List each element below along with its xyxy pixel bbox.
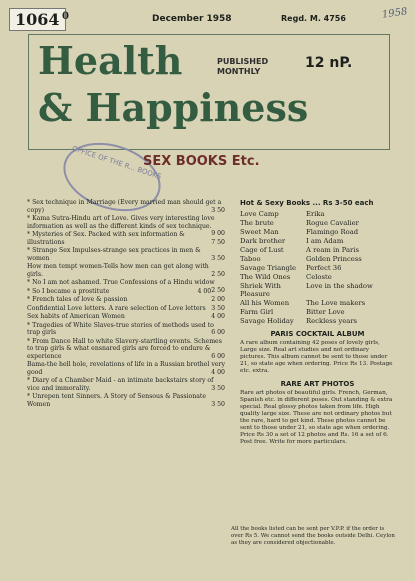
list-item [27, 393, 225, 408]
item-title: Unrepen tent Sinners. A Story of Sensous & Passionate Women [27, 393, 207, 408]
item-price: 4 00 [211, 368, 225, 376]
item-price: 6 00 [211, 352, 225, 360]
item-price: 2 50 [211, 286, 225, 294]
list-item [27, 288, 225, 296]
published: PUBLISHED [217, 57, 269, 66]
paris-cocktail-album-title: PARIS COCKTAIL ALBUM [270, 330, 365, 338]
item-title: Confidential Love letters. A rare selection of Love letters [27, 304, 206, 312]
list-item [27, 247, 225, 262]
item-price: 4 00 [197, 287, 212, 295]
list-item [27, 313, 225, 321]
item-price: 3 50 [211, 384, 225, 392]
list-item [27, 361, 225, 376]
item-title: Bama-the hell hole, revelations of life in a Russian brothel very good [27, 361, 225, 376]
book-title: I am Adam [306, 237, 344, 245]
item-title: Kama Sutra-Hindu art of Love. Gives very interesting love information as well as the different kinds of sex technique. [27, 215, 215, 230]
stamp-text: OFFICE OF THE R... BOOKS [70, 144, 163, 181]
date: December 1958 [152, 14, 232, 24]
paris-cocktail-album-text: A rare album containing 42 poses of lovely girls, Large size. Real art studies and not ordinary pictures. This album cannot be sent to those under 21, so state age when ordering. Price Rs 13. Postage etc. extra. [240, 340, 393, 374]
item-title: From Dance Hall to white Slavery-startling events. Schemes to trap girls & what ensnared girls are forced to endure & experience [27, 337, 222, 360]
item-bullet: * [27, 337, 31, 345]
book-title: Reckless years [306, 317, 358, 325]
item-bullet: * [27, 247, 31, 254]
book-title: Flamingo Road [306, 228, 359, 236]
rare-art-photos-title: RARE ART PHOTOS [280, 380, 355, 388]
magazine-price: 12 nP. [305, 55, 353, 71]
book-title: A ream in Paris [306, 246, 359, 254]
list-item [27, 322, 225, 337]
item-bullet: * [27, 296, 31, 303]
item-price: 2 50 [211, 270, 225, 278]
item-title: Diary of a Chamber Maid - an intimate backstairs story of vice and immorality. [27, 377, 214, 392]
issue-number: 1064 [9, 8, 66, 31]
book-title: Celoste [306, 273, 332, 281]
book-title: Cage of Lust [240, 246, 284, 254]
item-bullet: * [27, 279, 31, 286]
item-bullet: * [27, 287, 31, 295]
list-item [27, 296, 225, 304]
book-title: Shriek With Pleasure [240, 282, 281, 298]
title-happiness: & Happiness [38, 85, 309, 130]
book-title: Farm Girl [240, 308, 274, 316]
item-bullet: * [27, 231, 31, 238]
published-monthly [217, 57, 268, 77]
book-title: Sweet Man [240, 228, 279, 236]
item-bullet: * [27, 215, 31, 222]
item-title: How men tempt women-Tells how men can get along with girls. [27, 263, 209, 278]
item-bullet: * [27, 199, 31, 206]
item-price: 7 50 [211, 238, 225, 246]
header [0, 8, 415, 34]
registration: Regd. M. 4756 [281, 14, 346, 23]
list-item [27, 377, 225, 392]
book-title: Erika [306, 210, 325, 218]
book-title: All his Women [240, 299, 290, 307]
book-title: Perfect 36 [306, 264, 342, 272]
item-price: 9 00 [211, 230, 225, 237]
list-item [27, 263, 225, 278]
book-title: The Love makers [306, 299, 366, 307]
item-title: No I am not ashamed. True Confessions of a Hindu widow [32, 279, 215, 286]
book-title: Golden Princess [306, 255, 362, 263]
item-title: French tales of love & passion [32, 296, 128, 303]
item-bullet: * [27, 377, 31, 384]
book-title: Savage Holiday [240, 317, 294, 325]
list-item [27, 199, 225, 214]
book-title: The Wild Ones [240, 273, 291, 281]
item-title: Tragedies of White Slaves-true stories of methods used to trap girls [27, 321, 214, 336]
hot-sexy-books-heading: Hot & Sexy Books ... Rs 3-50 each [240, 199, 374, 207]
item-title: Strange Sex Impulses-strange sex practices in men & women [27, 247, 201, 262]
left-book-list [27, 199, 225, 409]
book-title-grid [240, 210, 395, 325]
list-item [27, 338, 225, 361]
title-health: Health [38, 38, 183, 83]
book-title: Taboo [240, 255, 261, 263]
item-title: So I became a prostitute [32, 287, 110, 295]
sex-books-banner: SEX BOOKS Etc. [143, 154, 260, 169]
right-column [240, 199, 395, 446]
book-title: Rogue Cavalier [306, 219, 359, 227]
book-title: Bitter Love [306, 308, 345, 316]
rare-art-photos-text: Rare art photos of beautiful girls. French, German, Spanish etc. in different poses. Out standing & extra special. Real glossy photos taken from life. High quality large size. These are not ordinary photos but the rare, hard to get kind. These photos cannot be sent to those under 21, so state age when ordering. Price Rs 30 a set of 12 photos and Rs. 16 a set of 6. Post free. Write for more particulars. [240, 390, 393, 445]
item-bullet: * [27, 321, 31, 329]
book-title: Savage Triangle [240, 264, 297, 272]
item-price: 4 00 [211, 313, 225, 320]
book-title: Dark brother [240, 237, 286, 245]
list-item [27, 231, 225, 246]
book-title: Love Camp [240, 210, 279, 218]
issue-tail: 0 [62, 11, 69, 22]
item-price: 3 50 [211, 206, 225, 214]
list-item [27, 305, 225, 313]
item-price: 6 00 [211, 329, 225, 336]
item-title: Sex habits of American Women [27, 313, 125, 320]
handwritten-year: 1958 [380, 6, 408, 21]
list-item [27, 215, 225, 237]
item-price: 3 50 [211, 400, 225, 408]
order-footer: All the books listed can be sent per V.P.P. if the order is over Rs 5. We cannot send the books outside Delhi. Ceylon as they are considered objectionable. [231, 526, 395, 546]
monthly: MONTHLY [217, 67, 261, 76]
item-title: Sex technique in Marriage (Every married man should get a copy) [27, 199, 222, 214]
item-price: 3 50 [211, 304, 225, 312]
item-price: 2 00 [211, 296, 225, 303]
book-title: The brute [240, 219, 274, 227]
item-bullet: * [27, 393, 31, 400]
book-title: Love in the shadow [306, 282, 373, 290]
item-title: Mysteries of Sex. Packed with sex information & illustrations [27, 231, 185, 246]
item-price: 3 50 [211, 254, 225, 262]
